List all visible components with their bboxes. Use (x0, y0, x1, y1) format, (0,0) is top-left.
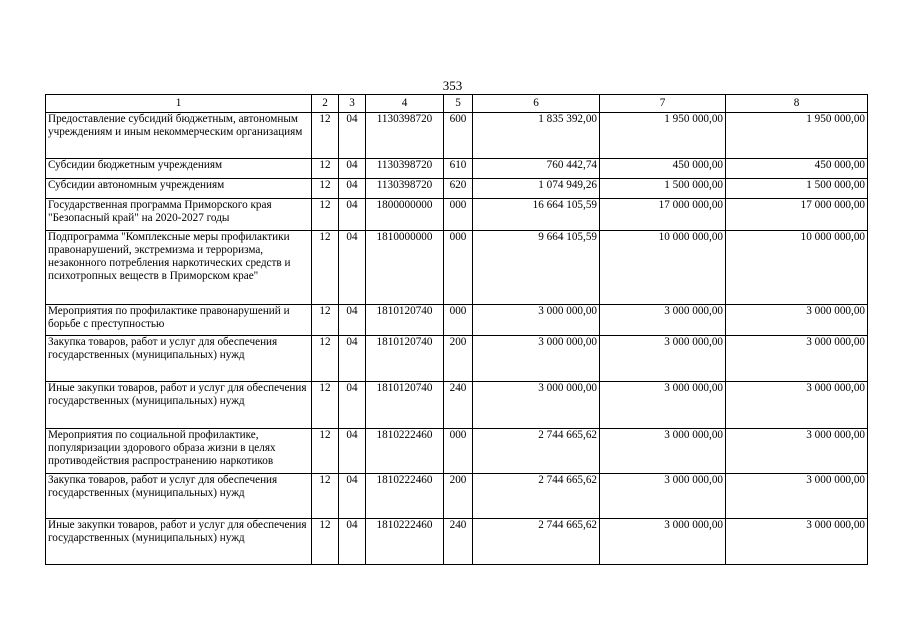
amount-col-6: 1 074 949,26 (473, 179, 600, 199)
row-name: Закупка товаров, работ и услуг для обеспечения государственных (муниципальных) нужд (46, 474, 312, 519)
row-name: Иные закупки товаров, работ и услуг для обеспечения государственных (муниципальных) нужд (46, 519, 312, 565)
amount-col-8: 3 000 000,00 (726, 382, 868, 429)
section-code: 12 (312, 519, 339, 565)
column-header: 4 (366, 95, 444, 113)
amount-col-7: 3 000 000,00 (600, 474, 726, 519)
amount-col-6: 16 664 105,59 (473, 199, 600, 231)
amount-col-6: 2 744 665,62 (473, 429, 600, 474)
target-article-code: 1810222460 (366, 519, 444, 565)
table-row (46, 336, 868, 382)
amount-col-8: 1 950 000,00 (726, 113, 868, 159)
section-code: 12 (312, 231, 339, 305)
subsection-code: 04 (339, 199, 366, 231)
amount-col-6: 760 442,74 (473, 159, 600, 179)
table-row (46, 231, 868, 305)
expense-type-code: 240 (444, 519, 473, 565)
subsection-code: 04 (339, 474, 366, 519)
subsection-code: 04 (339, 113, 366, 159)
amount-col-8: 17 000 000,00 (726, 199, 868, 231)
table-row (46, 113, 868, 159)
subsection-code: 04 (339, 382, 366, 429)
amount-col-8: 3 000 000,00 (726, 474, 868, 519)
expense-type-code: 000 (444, 305, 473, 336)
table-row (46, 159, 868, 179)
section-code: 12 (312, 429, 339, 474)
target-article-code: 1810222460 (366, 474, 444, 519)
column-header: 6 (473, 95, 600, 113)
row-name: Субсидии бюджетным учреждениям (46, 159, 312, 179)
amount-col-8: 1 500 000,00 (726, 179, 868, 199)
amount-col-6: 9 664 105,59 (473, 231, 600, 305)
amount-col-7: 1 500 000,00 (600, 179, 726, 199)
section-code: 12 (312, 113, 339, 159)
target-article-code: 1810120740 (366, 382, 444, 429)
amount-col-7: 3 000 000,00 (600, 519, 726, 565)
section-code: 12 (312, 474, 339, 519)
expense-type-code: 200 (444, 474, 473, 519)
table-row (46, 382, 868, 429)
amount-col-7: 10 000 000,00 (600, 231, 726, 305)
subsection-code: 04 (339, 519, 366, 565)
section-code: 12 (312, 382, 339, 429)
subsection-code: 04 (339, 159, 366, 179)
table-body (46, 113, 868, 565)
target-article-code: 1130398720 (366, 113, 444, 159)
page-number: 353 (442, 78, 463, 93)
subsection-code: 04 (339, 231, 366, 305)
section-code: 12 (312, 159, 339, 179)
amount-col-7: 3 000 000,00 (600, 305, 726, 336)
column-header: 7 (600, 95, 726, 113)
section-code: 12 (312, 336, 339, 382)
row-name: Иные закупки товаров, работ и услуг для обеспечения государственных (муниципальных) нужд (46, 382, 312, 429)
section-code: 12 (312, 305, 339, 336)
amount-col-6: 2 744 665,62 (473, 519, 600, 565)
table-row (46, 199, 868, 231)
table-row (46, 474, 868, 519)
table-row (46, 305, 868, 336)
subsection-code: 04 (339, 179, 366, 199)
row-name: Государственная программа Приморского края "Безопасный край" на 2020-2027 годы (46, 199, 312, 231)
column-header: 2 (312, 95, 339, 113)
amount-col-8: 450 000,00 (726, 159, 868, 179)
table-row (46, 429, 868, 474)
expense-type-code: 620 (444, 179, 473, 199)
amount-col-7: 3 000 000,00 (600, 382, 726, 429)
expense-type-code: 600 (444, 113, 473, 159)
subsection-code: 04 (339, 305, 366, 336)
amount-col-7: 3 000 000,00 (600, 429, 726, 474)
expense-type-code: 000 (444, 199, 473, 231)
amount-col-8: 3 000 000,00 (726, 429, 868, 474)
row-name: Мероприятия по социальной профилактике, популяризации здорового образа жизни в целях противодействия распространению наркотиков (46, 429, 312, 474)
amount-col-7: 17 000 000,00 (600, 199, 726, 231)
subsection-code: 04 (339, 336, 366, 382)
row-name: Субсидии автономным учреждениям (46, 179, 312, 199)
amount-col-8: 10 000 000,00 (726, 231, 868, 305)
amount-col-7: 1 950 000,00 (600, 113, 726, 159)
row-name: Предоставление субсидий бюджетным, автономным учреждениям и иным некоммерческим организациям (46, 113, 312, 159)
column-header: 5 (444, 95, 473, 113)
column-header: 8 (726, 95, 868, 113)
expense-type-code: 240 (444, 382, 473, 429)
table-row (46, 519, 868, 565)
header-row (46, 95, 868, 113)
target-article-code: 1810120740 (366, 305, 444, 336)
target-article-code: 1800000000 (366, 199, 444, 231)
expense-type-code: 000 (444, 231, 473, 305)
target-article-code: 1130398720 (366, 159, 444, 179)
row-name: Мероприятия по профилактике правонарушений и борьбе с преступностью (46, 305, 312, 336)
row-name: Закупка товаров, работ и услуг для обеспечения государственных (муниципальных) нужд (46, 336, 312, 382)
amount-col-7: 450 000,00 (600, 159, 726, 179)
target-article-code: 1810120740 (366, 336, 444, 382)
column-header: 3 (339, 95, 366, 113)
amount-col-8: 3 000 000,00 (726, 305, 868, 336)
expense-type-code: 610 (444, 159, 473, 179)
amount-col-6: 3 000 000,00 (473, 336, 600, 382)
amount-col-6: 2 744 665,62 (473, 474, 600, 519)
expense-type-code: 200 (444, 336, 473, 382)
table-row (46, 179, 868, 199)
amount-col-6: 3 000 000,00 (473, 305, 600, 336)
target-article-code: 1810000000 (366, 231, 444, 305)
amount-col-6: 3 000 000,00 (473, 382, 600, 429)
target-article-code: 1810222460 (366, 429, 444, 474)
amount-col-6: 1 835 392,00 (473, 113, 600, 159)
column-header: 1 (46, 95, 312, 113)
amount-col-8: 3 000 000,00 (726, 519, 868, 565)
section-code: 12 (312, 179, 339, 199)
amount-col-7: 3 000 000,00 (600, 336, 726, 382)
subsection-code: 04 (339, 429, 366, 474)
expense-type-code: 000 (444, 429, 473, 474)
row-name: Подпрограмма "Комплексные меры профилактики правонарушений, экстремизма и терроризма, незаконного потребления наркотических средств и психотропных веществ в Приморском крае" (46, 231, 312, 305)
target-article-code: 1130398720 (366, 179, 444, 199)
section-code: 12 (312, 199, 339, 231)
amount-col-8: 3 000 000,00 (726, 336, 868, 382)
budget-table (45, 94, 868, 565)
